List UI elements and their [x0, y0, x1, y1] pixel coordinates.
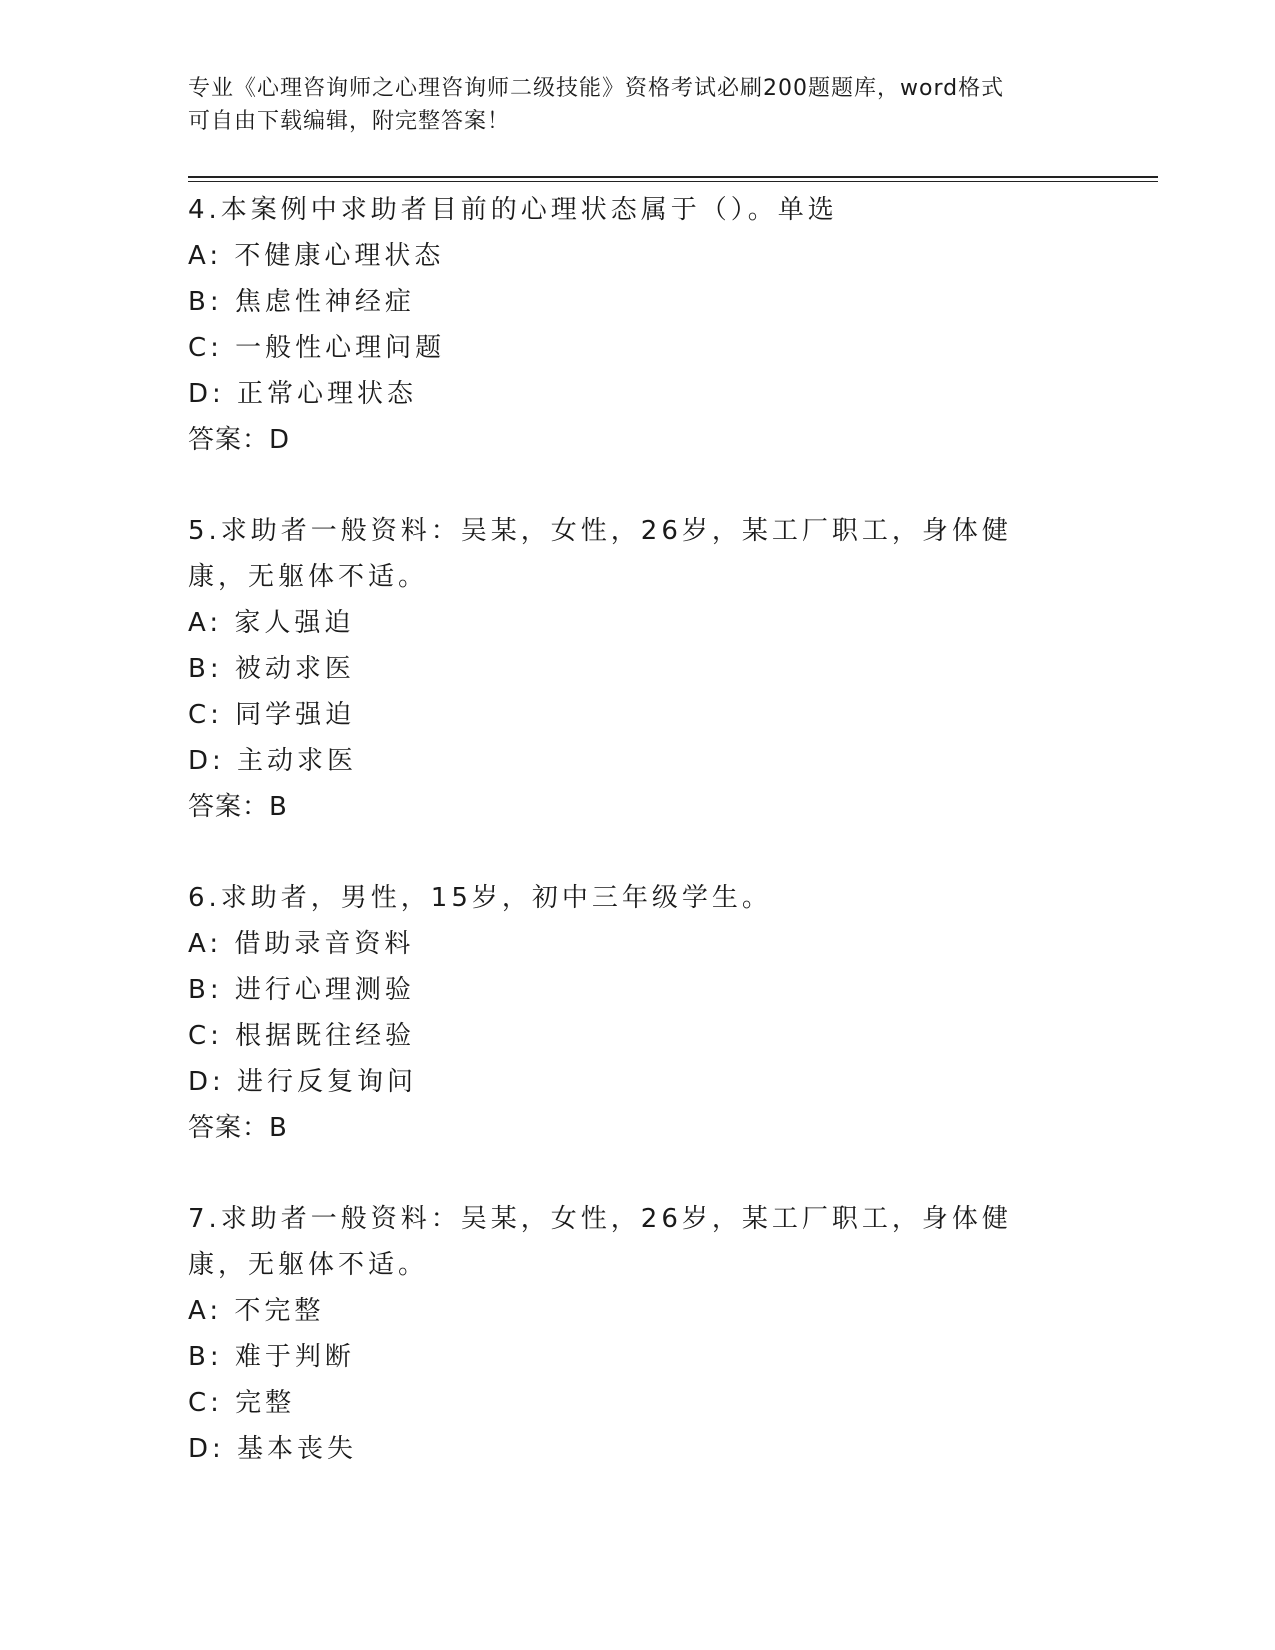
document-header: [188, 72, 1068, 138]
answer: 答案：B: [188, 1113, 288, 1143]
option-c: C: 完整: [188, 1388, 296, 1418]
question-stem: 4.本案例中求助者目前的心理状态属于（）。单选: [188, 195, 838, 225]
question-6: [188, 875, 1088, 1151]
option-d: D: 主动求医: [188, 746, 358, 776]
option-d: D: 基本丧失: [188, 1434, 358, 1464]
question-stem: 5.求助者一般资料：吴某，女性，26岁，某工厂职工，身体健康，无躯体不适。: [188, 516, 1012, 592]
option-a: A: 不完整: [188, 1296, 325, 1326]
question-5: [188, 508, 1088, 830]
option-b: B: 焦虑性神经症: [188, 287, 415, 317]
option-a: A: 借助录音资料: [188, 929, 415, 959]
option-d: D: 正常心理状态: [188, 379, 418, 409]
option-d: D: 进行反复询问: [188, 1067, 418, 1097]
question-stem: 7.求助者一般资料：吴某，女性，26岁，某工厂职工，身体健康，无躯体不适。: [188, 1204, 1012, 1280]
option-b: B: 难于判断: [188, 1342, 355, 1372]
question-stem: 6.求助者，男性，15岁，初中三年级学生。: [188, 883, 772, 913]
option-b: B: 进行心理测验: [188, 975, 415, 1005]
header-divider-thin: [188, 181, 1158, 182]
option-c: C: 同学强迫: [188, 700, 356, 730]
header-line-1: 专业《心理咨询师之心理咨询师二级技能》资格考试必刷200题题库，word格式: [188, 76, 1005, 101]
question-7: [188, 1196, 1088, 1472]
answer: 答案：B: [188, 792, 288, 822]
option-b: B: 被动求医: [188, 654, 355, 684]
question-list: [188, 187, 1088, 1517]
option-a: A: 家人强迫: [188, 608, 355, 638]
option-c: C: 一般性心理问题: [188, 333, 446, 363]
option-c: C: 根据既往经验: [188, 1021, 416, 1051]
option-a: A: 不健康心理状态: [188, 241, 445, 271]
header-line-2: 可自由下载编辑，附完整答案！: [188, 109, 511, 134]
answer: 答案：D: [188, 425, 291, 455]
header-divider-thick: [188, 176, 1158, 178]
question-4: [188, 187, 1088, 463]
